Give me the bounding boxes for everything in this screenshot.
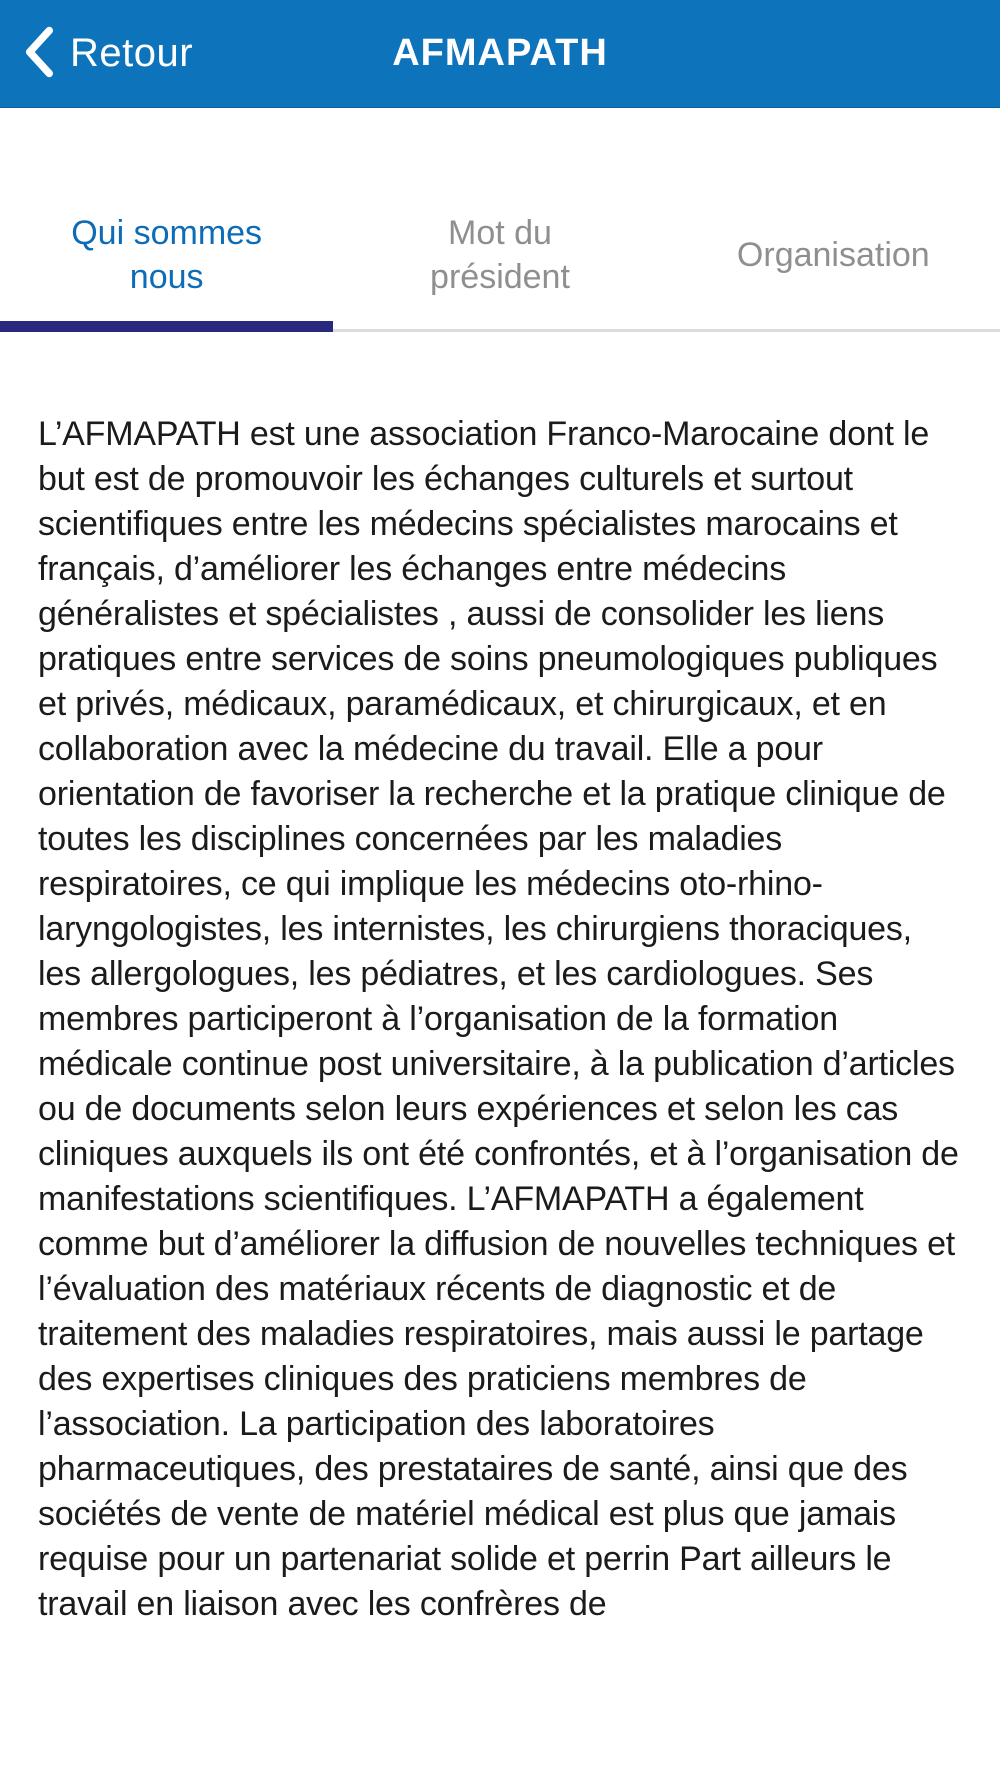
- tab-organisation[interactable]: [667, 182, 1000, 329]
- back-chevron-icon: [22, 24, 56, 83]
- back-button[interactable]: [22, 0, 193, 107]
- tab-mot-du-president[interactable]: [333, 182, 666, 329]
- tab-label: Organisation: [736, 235, 930, 274]
- tab-content-area: [0, 332, 1000, 1627]
- navigation-bar: [0, 0, 1000, 108]
- tab-bar: [0, 182, 1000, 332]
- page-title: AFMAPATH: [392, 32, 608, 74]
- tab-label: Qui sommes nous: [71, 213, 263, 296]
- tab-label: Mot du président: [430, 213, 570, 296]
- about-association-text: L’AFMAPATH est une association Franco-Marocaine dont le but est de promouvoir les échanges culturels et surtout scientifiques entre les médecins spécialistes marocains et français, d’améliorer les échanges entre médecins généralistes et spécialistes , aussi de consolider les liens pratiques entre services de soins pneumologiques publiques et privés, médicaux, paramédicaux, et chirurgicaux, et en collaboration avec la médecine du travail. Elle a pour orientation de favoriser la recherche et la pratique clinique de toutes les disciplines concernées par les maladies respiratoires, ce qui implique les médecins oto-rhino-laryngologistes, les internistes, les chirurgiens thoraciques, les allergologues, les pédiatres, et les cardiologues. Ses membres participeront à l’organisation de la formation médicale continue post universitaire, à la publication d’articles ou de documents selon leurs expériences et selon les cas cliniques auxquels ils ont été confrontés, et à l’organisation de manifestations scientifiques. L’AFMAPATH a également comme but d’améliorer la diffusion de nouvelles techniques et l’évaluation des matériaux récents de diagnostic et de traitement des maladies respiratoires, mais aussi le partage des expertises cliniques des praticiens membres de l’association. La participation des laboratoires pharmaceutiques, des prestataires de santé, ainsi que des sociétés de vente de matériel médical est plus que jamais requise pour un partenariat solide et perrin Part ailleurs le travail en liaison avec les confrères de: [38, 415, 959, 1623]
- back-button-label: Retour: [70, 31, 194, 75]
- tab-qui-sommes-nous[interactable]: [0, 182, 333, 329]
